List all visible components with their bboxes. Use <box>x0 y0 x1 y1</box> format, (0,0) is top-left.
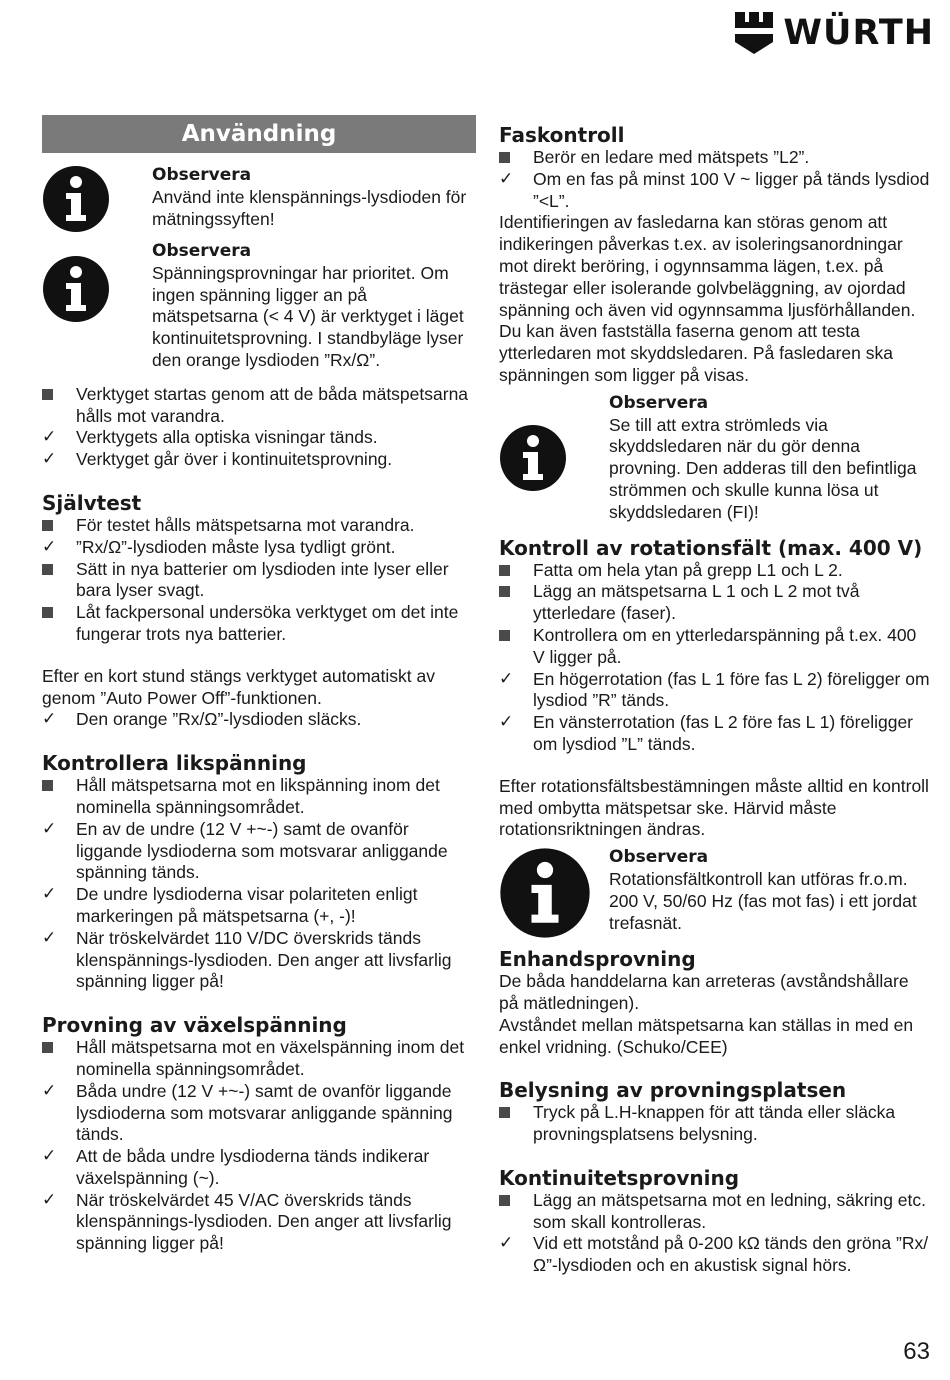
paragraph: De båda handdelarna kan arreteras (avståndshållare på mätledningen). <box>499 971 909 1013</box>
list-item <box>42 819 476 884</box>
info-icon <box>42 255 110 323</box>
checkmark-icon: ✓ <box>499 712 514 733</box>
section-heading: Kontrollera likspänning <box>42 751 307 776</box>
brand-name: WÜRTH <box>783 13 934 53</box>
list-item-text: Båda undre (12 V +~-) samt de ovanför liggande lysdioderna som motsvarar anliggande spänning tänds. <box>76 1080 453 1145</box>
list-item-text: Berör en ledare med mätspets ”L2”. <box>533 147 810 167</box>
rotation-list <box>499 560 931 756</box>
square-bullet-icon <box>42 1037 62 1059</box>
info-icon <box>499 424 567 492</box>
checkmark-icon: ✓ <box>42 884 57 905</box>
square-bullet-icon <box>499 625 519 647</box>
paragraph: Avståndet mellan mätspetsarna kan ställas in med en enkel vridning. (Schuko/CEE) <box>499 1014 914 1057</box>
list-item-text: Kontrollera om en ytterledarspänning på t.ex. 400 V ligger på. <box>533 624 917 667</box>
paragraph: Efter rotationsfältsbestämningen måste alltid en kontroll med ombytta mätspetsar ske. Härvid måste rotationsriktningen ändras. <box>499 775 929 840</box>
section-heading: Kontroll av rotationsfält (max. 400 V) <box>499 535 923 560</box>
list-item-text: Verktygets alla optiska visningar tänds. <box>76 427 378 448</box>
note-title: Observera <box>609 392 709 413</box>
wurth-logo <box>735 12 934 54</box>
list-item <box>499 712 931 756</box>
square-bullet-icon <box>42 775 62 797</box>
paragraph: Identifieringen av fasledarna kan störas genom att indikeringen påverkas t.ex. av isoleringsanordningar mot direkt beröring, i ogynnsamma lägen, t.ex. på trästegar eller isolerande golvbeläggning, av ojordad spänning och även vid ogynnsamma ljusförhållanden. <box>499 212 916 320</box>
list-item <box>499 669 931 713</box>
note-text: Se till att extra strömleds via skyddsledaren när du gör denna provning. Den adderas till den befintliga strömmen och skulle kunna lösa ut skyddsledaren (FI)! <box>609 414 917 522</box>
list-item <box>42 1037 476 1081</box>
checkmark-icon: ✓ <box>42 927 57 948</box>
section-heading: Belysning av provningsplatsen <box>499 1078 847 1103</box>
list-item-text: Att de båda undre lysdioderna tänds indikerar växelspänning (~). <box>76 1146 430 1188</box>
square-bullet-icon <box>42 384 62 406</box>
note-box <box>42 241 476 372</box>
list-item-text: Låt fackpersonal undersöka verktyget om det inte fungerar trots nya batterier. <box>76 602 459 644</box>
intro-list <box>42 384 476 471</box>
wurth-emblem-icon <box>735 12 773 54</box>
list-item-text: När tröskelvärdet 110 V/DC överskrids tänds klenspännings-lysdioden. Den anger att livsfarlig spänning ligger på! <box>76 927 452 992</box>
square-bullet-icon <box>42 515 62 537</box>
checkmark-icon: ✓ <box>42 818 57 839</box>
note-box <box>42 165 476 233</box>
note-text: Spänningsprovningar har prioritet. Om ingen spänning ligger an på mätspetsarna (< 4 V) är verktyget i läget kontinuitetsprovning. I standbyläge lyser den orange lysdioden ”Rx/Ω”. <box>152 262 464 370</box>
left-column <box>42 115 476 1255</box>
checkmark-icon: ✓ <box>42 1146 57 1167</box>
list-item <box>499 147 931 169</box>
checkmark-icon: ✓ <box>42 709 57 730</box>
checkmark-icon: ✓ <box>42 449 57 470</box>
selftest-list <box>42 515 476 646</box>
list-item <box>42 709 476 731</box>
square-bullet-icon <box>42 559 62 581</box>
dc-list <box>42 775 476 993</box>
list-item-text: Lägg an mätspetsarna L 1 och L 2 mot två ytterledare (faser). <box>533 581 860 624</box>
list-item <box>499 1233 931 1277</box>
list-item <box>42 1190 476 1255</box>
note-title: Observera <box>152 165 252 185</box>
continuity-list <box>499 1190 931 1277</box>
note-title: Observera <box>152 241 252 261</box>
list-item <box>499 560 931 582</box>
list-item-text: Fatta om hela ytan på grepp L1 och L 2. <box>533 559 843 580</box>
section-heading: Enhandsprovning <box>499 947 696 972</box>
list-item-text: Om en fas på minst 100 V ~ ligger på tänds lysdiod ”<L”. <box>533 168 930 211</box>
square-bullet-icon <box>499 560 519 582</box>
checkmark-icon: ✓ <box>42 536 57 557</box>
list-item <box>42 537 476 559</box>
square-bullet-icon <box>499 1190 519 1212</box>
list-item <box>42 602 476 646</box>
list-item-text: En av de undre (12 V +~-) samt de ovanför liggande lysdioderna som motsvarar anliggande spänning tänds. <box>76 818 448 883</box>
list-item-text: En vänsterrotation (fas L 2 före fas L 1) föreligger om lysdiod ”L” tänds. <box>533 712 914 754</box>
checkmark-icon: ✓ <box>499 168 514 189</box>
list-item <box>42 1146 476 1190</box>
section-heading: Kontinuitetsprovning <box>499 1165 740 1190</box>
checkmark-icon: ✓ <box>499 668 514 689</box>
list-item-text: Tryck på L.H-knappen för att tända eller släcka provningsplatsens belysning. <box>533 1102 896 1145</box>
list-item <box>499 1102 931 1146</box>
list-item-text: En högerrotation (fas L 1 före fas L 2) föreligger om lysdiod ”R” tänds. <box>533 668 930 711</box>
section-banner: Användning <box>42 115 476 153</box>
info-icon <box>42 165 110 233</box>
right-column <box>499 115 931 1277</box>
list-item <box>499 1190 931 1234</box>
list-item-text: Verktyget startas genom att de båda mätspetsarna hålls mot varandra. <box>76 383 469 426</box>
square-bullet-icon <box>499 581 519 603</box>
list-item-text: Den orange ”Rx/Ω”-lysdioden släcks. <box>76 709 362 730</box>
checkmark-icon: ✓ <box>42 1080 57 1101</box>
section-heading: Faskontroll <box>499 123 625 147</box>
checkmark-icon: ✓ <box>42 1189 57 1210</box>
square-bullet-icon <box>499 1102 519 1124</box>
list-item-text: När tröskelvärdet 45 V/AC överskrids tänds klenspännings-lysdioden. Den anger att livsfarlig spänning ligger på! <box>76 1189 452 1254</box>
list-item-text: Vid ett motstånd på 0-200 kΩ tänds den gröna ”Rx/Ω”-lysdioden och en akustisk signal hörs. <box>533 1233 929 1276</box>
square-bullet-icon <box>499 147 519 169</box>
list-item-text: De undre lysdioderna visar polariteten enligt markeringen på mätspetsarna (+, -)! <box>76 884 418 926</box>
note-text: Rotationsfältkontroll kan utföras fr.o.m. 200 V, 50/60 Hz (fas mot fas) i ett jordat trefasnät. <box>609 868 917 933</box>
list-item <box>499 581 931 625</box>
paragraph: Du kan även fastställa faserna genom att testa ytterledaren mot skyddsledaren. På fasledaren ska spänningen som ligger på visas. <box>499 321 893 385</box>
section-heading: Provning av växelspänning <box>42 1013 347 1038</box>
list-item <box>42 884 476 928</box>
section-heading: Självtest <box>42 490 142 515</box>
list-item <box>42 1081 476 1146</box>
list-item <box>42 559 476 603</box>
info-icon <box>499 847 591 939</box>
list-item <box>42 384 476 428</box>
ac-list <box>42 1037 476 1255</box>
note-box <box>499 393 931 524</box>
list-item-text: Verktyget går över i kontinuitetsprovning. <box>76 449 393 470</box>
list-item <box>42 515 476 537</box>
list-item-text: För testet hålls mätspetsarna mot varandra. <box>76 514 415 535</box>
checkmark-icon: ✓ <box>42 427 57 448</box>
checkmark-icon: ✓ <box>499 1233 514 1254</box>
list-item-text: Sätt in nya batterier om lysdioden inte lyser eller bara lyser svagt. <box>76 558 449 601</box>
note-box <box>499 847 931 939</box>
list-item <box>42 427 476 449</box>
list-item-text: Håll mätspetsarna mot en växelspänning inom det nominella spänningsområdet. <box>76 1037 465 1079</box>
lighting-list <box>499 1102 931 1146</box>
page-number: 63 <box>903 1338 930 1365</box>
selftest-list-2 <box>42 709 476 731</box>
list-item <box>499 625 931 669</box>
list-item <box>42 775 476 819</box>
list-item <box>499 169 931 213</box>
note-title: Observera <box>609 847 709 868</box>
list-item-text: ”Rx/Ω”-lysdioden måste lysa tydligt grönt. <box>76 536 396 557</box>
list-item <box>42 449 476 471</box>
square-bullet-icon <box>42 602 62 624</box>
note-text: Använd inte klenspännings-lysdioden för mätningssyften! <box>152 186 467 229</box>
list-item <box>42 928 476 993</box>
list-item-text: Håll mätspetsarna mot en likspänning inom det nominella spänningsområdet. <box>76 775 440 817</box>
list-item-text: Lägg an mätspetsarna mot en ledning, säkring etc. som skall kontrolleras. <box>533 1189 927 1232</box>
paragraph: Efter en kort stund stängs verktyget automatiskt av genom ”Auto Power Off”-funktionen. <box>42 665 435 708</box>
phase-list <box>499 147 931 212</box>
